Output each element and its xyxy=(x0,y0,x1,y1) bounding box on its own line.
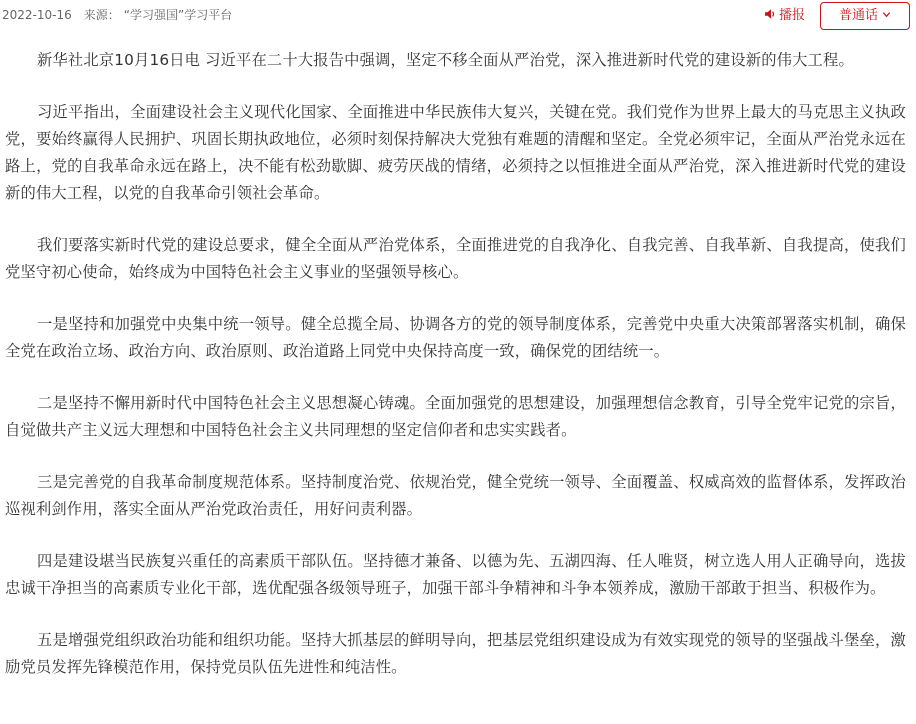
article-header xyxy=(0,0,916,36)
publish-date: 2022-10-16 xyxy=(2,8,72,22)
article-paragraph: 新华社北京10月16日电 习近平在二十大报告中强调，坚定不移全面从严治党，深入推进新时代党的建设新的伟大工程。 xyxy=(37,51,854,69)
article-paragraph: 一是坚持和加强党中央集中统一领导。健全总揽全局、协调各方的党的领导制度体系，完善党中央重大决策部署落实机制，确保全党在政治立场、政治方向、政治原则、政治道路上同党中央保持高度一致，确保党的团结统一。 xyxy=(5,315,906,360)
article-paragraph: 三是完善党的自我革命制度规范体系。坚持制度治党、依规治党，健全党统一领导、全面覆盖、权威高效的监督体系，发挥政治巡视利剑作用，落实全面从严治党政治责任，用好问责利器。 xyxy=(5,473,906,518)
speaker-icon xyxy=(764,8,776,20)
article-paragraph: 习近平指出，全面建设社会主义现代化国家、全面推进中华民族伟大复兴，关键在党。我们党作为世界上最大的马克思主义执政党，要始终赢得人民拥护、巩固长期执政地位，必须时刻保持解决大党独有难题的清醒和坚定。全党必须牢记，全面从严治党永远在路上，党的自我革命永远在路上，决不能有松劲歇脚、疲劳厌战的情绪，必须持之以恒推进全面从严治党，深入推进新时代党的建设新的伟大工程，以党的自我革命引领社会革命。 xyxy=(5,103,906,202)
broadcast-label: 播报 xyxy=(779,8,806,23)
article-body xyxy=(5,47,906,706)
article-paragraph: 二是坚持不懈用新时代中国特色社会主义思想凝心铸魂。全面加强党的思想建设，加强理想信念教育，引导全党牢记党的宗旨，自觉做共产主义远大理想和中国特色社会主义共同理想的坚定信仰者和忠实实践者。 xyxy=(5,394,906,439)
article-paragraph: 我们要落实新时代党的建设总要求，健全全面从严治党体系，全面推进党的自我净化、自我完善、自我革新、自我提高，使我们党坚守初心使命，始终成为中国特色社会主义事业的坚强领导核心。 xyxy=(5,236,906,281)
broadcast-button[interactable] xyxy=(764,7,805,25)
language-select-button[interactable] xyxy=(820,2,910,30)
source-label: 来源： xyxy=(83,8,120,22)
chevron-down-icon xyxy=(882,10,891,19)
source-value: “学习强国”学习平台 xyxy=(123,8,233,22)
language-label: 普通话 xyxy=(838,8,878,23)
article-meta xyxy=(2,7,232,23)
article-paragraph: 四是建设堪当民族复兴重任的高素质干部队伍。坚持德才兼备、以德为先、五湖四海、任人唯贤，树立选人用人正确导向，选拔忠诚干净担当的高素质专业化干部，选优配强各级领导班子，加强干部斗争精神和斗争本领养成，激励干部敢于担当、积极作为。 xyxy=(5,552,906,597)
article-paragraph: 五是增强党组织政治功能和组织功能。坚持大抓基层的鲜明导向，把基层党组织建设成为有效实现党的领导的坚强战斗堡垒，激励党员发挥先锋模范作用，保持党员队伍先进性和纯洁性。 xyxy=(5,631,906,676)
